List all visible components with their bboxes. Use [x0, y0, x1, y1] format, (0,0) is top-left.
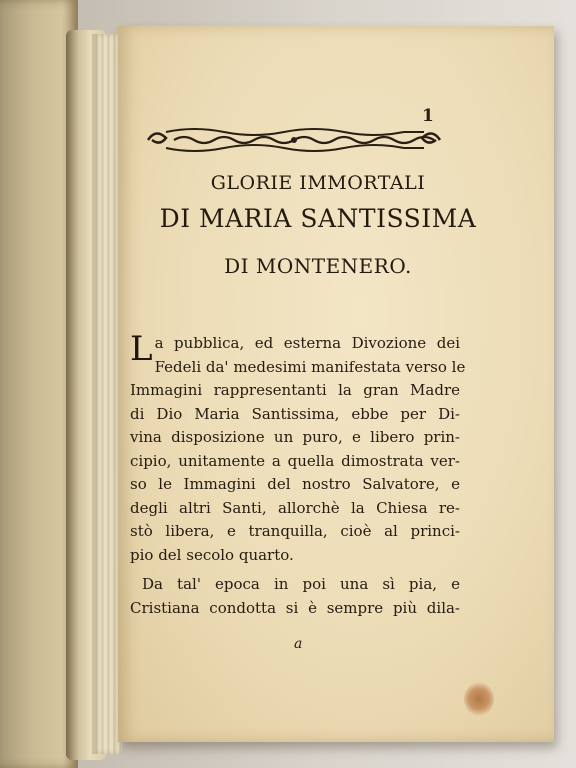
text-line: di Dio Maria Santissima, ebbe per Di-	[130, 404, 460, 423]
ornamental-rule-icon	[134, 118, 454, 158]
text-line: so le Immagini del nostro Salvatore, e	[130, 475, 460, 493]
catchword: a	[294, 636, 303, 652]
text-line: pio del secolo quarto.	[130, 545, 294, 564]
text-line: Cristiana condotta si è sempre più dila-	[130, 598, 460, 617]
text-line: cipio, unitamente a quella dimostrata ver-	[130, 451, 460, 470]
text-line: degli altri Santi, allorchè la Chiesa re-	[130, 498, 460, 517]
title-line-1: GLORIE IMMORTALI	[210, 172, 426, 194]
text-line: Da tal' epoca in poi una sì pia, e	[142, 575, 460, 593]
text-line: vina disposizione un puro, e libero prin-	[130, 428, 460, 446]
book-page	[118, 26, 554, 742]
foxing-stain	[464, 682, 494, 716]
title-line-2: DI MARIA SANTISSIMA	[159, 204, 477, 233]
title-line-3: DI MONTENERO.	[224, 254, 412, 278]
drop-cap: L	[130, 329, 153, 369]
text-line: a pubblica, ed esterna Divozione dei	[154, 334, 460, 352]
text-line: Immagini rappresentanti la gran Madre	[130, 381, 460, 399]
body-text	[130, 329, 466, 620]
text-line: Fedeli da' medesimi manifestata verso le	[154, 357, 466, 376]
page-number: 1	[422, 106, 434, 126]
text-line: stò libera, e tranquilla, cioè al princi-	[130, 522, 460, 540]
